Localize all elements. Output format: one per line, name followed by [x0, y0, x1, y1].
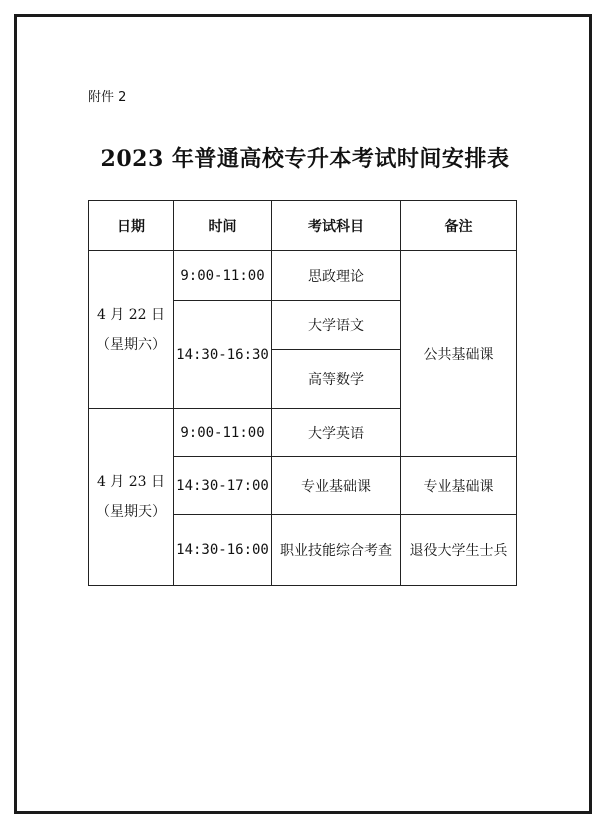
day2-weekday: （星期天）	[96, 504, 166, 520]
table-header-row	[89, 201, 517, 251]
header-date: 日期	[89, 201, 174, 251]
attachment-label: 附件 2	[88, 90, 127, 105]
day1-date-cell	[89, 251, 174, 409]
day1-slot2-time: 14:30-16:30	[174, 301, 272, 409]
day2-slot2-time: 14:30-17:00	[174, 457, 272, 515]
exam-schedule-table	[88, 200, 517, 586]
common-note-cell: 公共基础课	[401, 251, 517, 457]
day2-date-cell	[89, 409, 174, 586]
day1-slot2-subject-b: 高等数学	[272, 350, 401, 409]
header-note: 备注	[401, 201, 517, 251]
day1-date: 4 月 22 日	[96, 306, 166, 323]
day2-slot1-time: 9:00-11:00	[174, 409, 272, 457]
day2-slot1-subject: 大学英语	[272, 409, 401, 457]
header-subject: 考试科目	[272, 201, 401, 251]
day1-slot1-subject: 思政理论	[272, 251, 401, 301]
header-time: 时间	[174, 201, 272, 251]
day1-weekday: （星期六）	[96, 336, 166, 353]
table-row	[89, 251, 517, 301]
page-title: 2023 年普通高校专升本考试时间安排表	[100, 146, 510, 172]
day2-slot2-subject: 专业基础课	[272, 457, 401, 515]
day1-slot1-time: 9:00-11:00	[174, 251, 272, 301]
day2-slot2-note: 专业基础课	[401, 457, 517, 515]
day2-slot3-time: 14:30-16:00	[174, 515, 272, 586]
day1-slot2-subject-a: 大学语文	[272, 301, 401, 350]
day2-slot3-note: 退役大学生士兵	[401, 515, 517, 586]
day2-date: 4 月 23 日	[96, 474, 166, 490]
day2-slot3-subject: 职业技能综合考查	[272, 515, 401, 586]
